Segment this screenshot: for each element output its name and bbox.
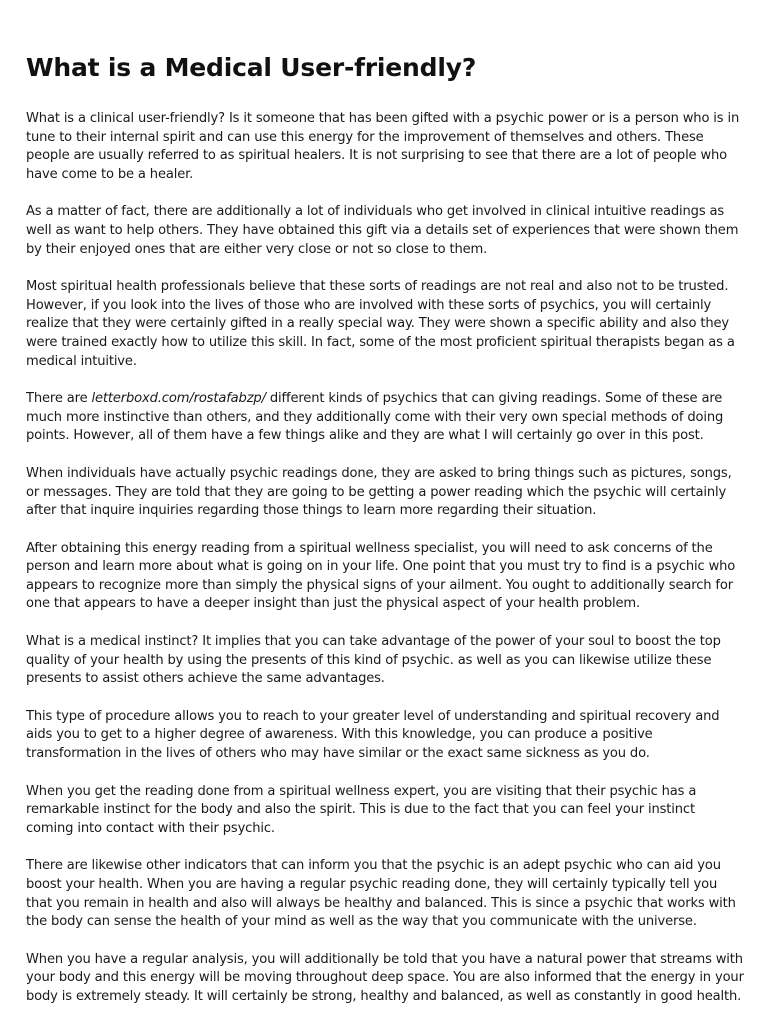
article-paragraph-7: What is a medical instinct? It implies that you can take advantage of the power of your soul to boost the top quality of your health by using the presents of this kind of psychic. as well as you can likewise utilize these presents to assist others achieve the same advantages. [26, 634, 721, 687]
inline-link[interactable]: letterboxd.com/rostafabzp/ [91, 391, 266, 407]
article-paragraph-6: After obtaining this energy reading from a spiritual wellness specialist, you will need to ask concerns of the person and learn more about what is going on in your life. One point that you must try to find is a psychic who appears to recognize more than simply the physical signs of your ailment. You ought to additionally search for one that appears to have a deeper insight than just the physical aspect of your health problem. [26, 540, 736, 612]
article-paragraph-1: What is a clinical user-friendly? Is it someone that has been gifted with a psychic power or is a person who is in tune to their internal spirit and can use this energy for the improvement of themselves and others. These people are usually referred to as spiritual healers. It is not surprising to see that there are a lot of people who have come to be a healer. [26, 111, 740, 182]
article-paragraph-9: When you get the reading done from a spiritual wellness expert, you are visiting that their psychic has a remarkable instinct for the body and also the spirit. This is due to the fact that you can feel your instinct coming into contact with their psychic. [26, 783, 697, 836]
article-title: What is a Medical User-friendly? [26, 53, 477, 82]
article-paragraph-10: There are likewise other indicators that can inform you that the psychic is an adept psychic who can aid you boost your health. When you are having a regular psychic reading done, they will certainly typically tell you that you remain in health and also will always be healthy and balanced. This is since a psychic that works with the body can sense the health of your mind as well as the way that you communicate with the universe. [26, 858, 736, 930]
paragraph-text-before-link: There are [26, 391, 92, 407]
article-paragraph-4 [26, 390, 746, 446]
article [26, 52, 746, 1026]
article-paragraph-3: Most spiritual health professionals believe that these sorts of readings are not real and also not to be trusted. However, if you look into the lives of those who are involved with these sorts of psychics, you will certainly realize that they were certainly gifted in a really special way. They were shown a specific ability and also they were trained exactly how to utilize this skill. In fact, some of the most proficient spiritual therapists began as a medical intuitive. [26, 279, 735, 369]
article-paragraph-11: When you have a regular analysis, you will additionally be told that you have a natural power that streams with your body and this energy will be moving throughout deep space. You are also informed that the energy in your body is extremely steady. It will certainly be strong, healthy and balanced, as well as constantly in good health. [26, 951, 744, 1004]
article-paragraph-5: When individuals have actually psychic readings done, they are asked to bring things such as pictures, songs, or messages. They are told that they are going to be getting a power reading which the psychic will certainly after that inquire inquiries regarding those things to learn more regarding their situation. [26, 465, 732, 519]
article-paragraph-2: As a matter of fact, there are additionally a lot of individuals who get involved in clinical intuitive readings as well as want to help others. They have obtained this gift via a details set of experiences that were shown them by their enjoyed ones that are either very close or not so close to them. [26, 204, 739, 257]
article-paragraph-8: This type of procedure allows you to reach to your greater level of understanding and spiritual recovery and aids you to get to a higher degree of awareness. With this knowledge, you can produce a positive transformation in the lives of others who may have similar or the exact same sickness as you do. [26, 708, 720, 762]
paragraph-text-after-link: different kinds of psychics that can giving readings. Some of these are much more instinctive than others, and they additionally come with their very own special methods of doing points. However, all of them have a few things alike and they are what I will certainly go over in this post. [26, 391, 724, 444]
